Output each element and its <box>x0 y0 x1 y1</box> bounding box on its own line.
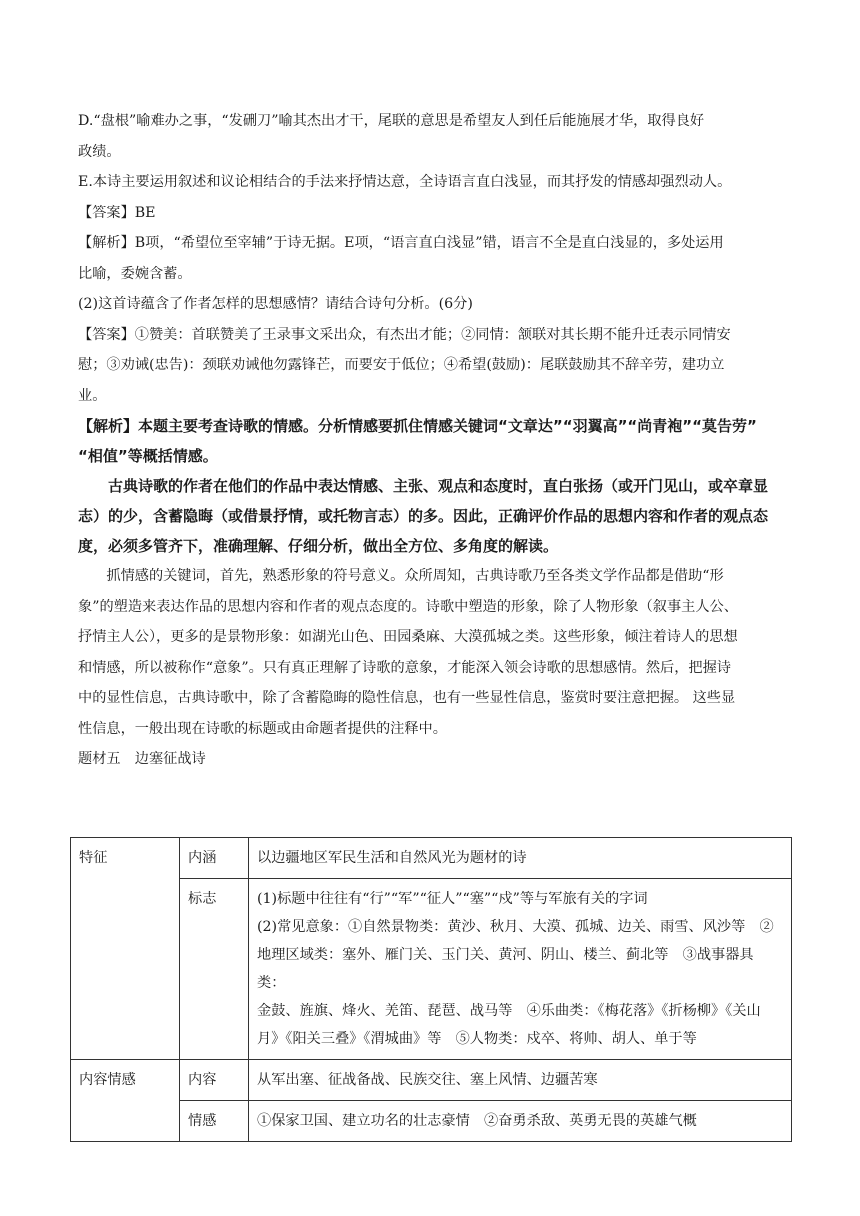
paragraph-2-line-1: 抓情感的关键词，首先，熟悉形象的符号意义。众所周知，古典诗歌乃至各类文学作品都是借助“形 <box>106 568 724 584</box>
option-d-line-1: D.“盘根”喻难办之事，“发硎刀”喻其杰出才干，尾联的意思是希望友人到任后能施展才华，取得良好 <box>78 113 705 129</box>
document-body <box>78 106 790 775</box>
paragraph-1-line-3: 度，必须多管齐下，准确理解、仔细分析，做出全方位、多角度的解读。 <box>78 537 559 555</box>
table-row <box>71 1101 792 1142</box>
sub-category-content: 内容 <box>180 1060 249 1101</box>
sign-text <box>249 879 792 1060</box>
paragraph-2-line-3: 抒情主人公），更多的是景物形象：如湖光山色、田园桑麻、大漠孤城之类。这些形象，倾注着诗人的思想 <box>78 629 738 645</box>
answer-2-line-2: 慰；③劝诫(忠告)：颈联劝诫他勿露锋芒，而要安于低位；④希望(鼓励)：尾联鼓励其不辞辛劳，建功立 <box>78 357 725 373</box>
category-content-emotion: 内容情感 <box>71 1060 180 1142</box>
paragraph-2-line-4: 和情感，所以被称作“意象”。只有真正理解了诗歌的意象，才能深入领会诗歌的思想感情。然后，把握诗 <box>78 659 731 676</box>
question-2: (2)这首诗蕴含了作者怎样的思想感情？请结合诗句分析。(6分) <box>78 296 473 312</box>
table-row <box>71 838 792 879</box>
sub-category-emotion: 情感 <box>180 1101 249 1142</box>
analysis-1-line-1: 【解析】B项，“希望位至宰辅”于诗无据。E项，“语言直白浅显”错，语言不全是直白浅显的，多处运用 <box>78 235 724 251</box>
table-row <box>71 1060 792 1101</box>
paragraph-1-line-1: 古典诗歌的作者在他们的作品中表达情感、主张、观点和态度时，直白张扬（或开门见山，或卒章显 <box>108 477 769 495</box>
connotation-text: 以边疆地区军民生活和自然风光为题材的诗 <box>249 838 792 879</box>
analysis-1-line-2: 比喻，委婉含蓄。 <box>78 265 192 282</box>
answer-2-line-3: 业。 <box>78 387 107 404</box>
option-e: E.本诗主要运用叙述和议论相结合的手法来抒情达意，全诗语言直白浅显，而其抒发的情感却强烈动人。 <box>78 174 732 190</box>
paragraph-2-line-5: 中的显性信息，古典诗歌中，除了含蓄隐晦的隐性信息，也有一些显性信息，鉴赏时要注意把握。 这些显 <box>78 690 736 706</box>
topic-heading: 题材五 边塞征战诗 <box>78 751 206 767</box>
sub-category-connotation: 内涵 <box>180 838 249 879</box>
sub-category-sign: 标志 <box>180 879 249 1060</box>
analysis-2-line-2: “相值”等概括情感。 <box>78 447 218 465</box>
content-text: 从军出塞、征战备战、民族交往、塞上风情、边疆苦寒 <box>249 1060 792 1101</box>
answer-1: 【答案】BE <box>78 204 156 221</box>
frontier-poetry-table <box>70 837 792 1142</box>
sign-line-1: (1)标题中往往有“行”“军”“征人”“塞”“戍”等与军旅有关的字词 <box>257 891 648 907</box>
paragraph-1-line-2: 志）的少，含蓄隐晦（或借景抒情，或托物言志）的多。因此，正确评价作品的思想内容和作者的观点态 <box>78 507 769 525</box>
option-d-line-2: 政绩。 <box>78 143 121 160</box>
sign-line-2: (2)常见意象：①自然景物类：黄沙、秋月、大漠、孤城、边关、雨雪、风沙等 ② <box>257 919 774 935</box>
answer-2-line-1: 【答案】①赞美：首联赞美了王录事文采出众，有杰出才能；②同情：颔联对其长期不能升迁表示同情安 <box>78 326 731 343</box>
emotion-text: ①保家卫国、建立功名的壮志豪情 ②奋勇杀敌、英勇无畏的英雄气概 <box>249 1101 792 1142</box>
sign-line-3: 地理区域类：塞外、雁门关、玉门关、黄河、阴山、楼兰、蓟北等 ③战事器具类： <box>257 947 754 991</box>
paragraph-2-line-6: 性信息，一般出现在诗歌的标题或由命题者提供的注释中。 <box>78 720 447 737</box>
table-row <box>71 879 792 1060</box>
analysis-2-line-1: 【解析】本题主要考查诗歌的情感。分析情感要抓住情感关键词“文章达”“羽翼高”“尚青袍”“莫告劳” <box>78 417 757 435</box>
category-feature: 特征 <box>71 838 180 1060</box>
sign-line-4: 金鼓、旌旗、烽火、羌笛、琵琶、战马等 ④乐曲类：《梅花落》《折杨柳》《关山 <box>257 1003 761 1019</box>
paragraph-2-line-2: 象”的塑造来表达作品的思想内容和作者的观点态度的。诗歌中塑造的形象，除了人物形象（叙事主人公、 <box>78 598 738 615</box>
sign-line-5: 月》《阳关三叠》《渭城曲》等 ⑤人物类：戍卒、将帅、胡人、单于等 <box>257 1031 697 1047</box>
